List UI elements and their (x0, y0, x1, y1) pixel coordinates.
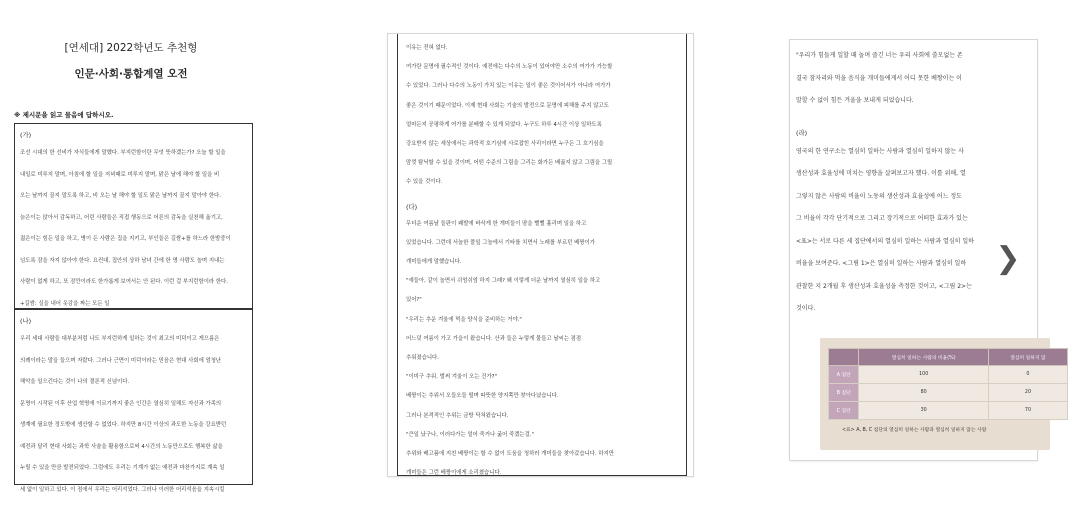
text-line: 있었습니다. 그런데 서늘한 풀잎 그늘에서 기타를 치면서 노래를 부르던 베짱이가 (406, 239, 595, 246)
passage-ga (14, 123, 253, 309)
text-line: 의례이라는 말을 들으며 자랐다. 그러나 근면이 미덕이라는 믿음은 현대 사회에 엄청난 (20, 357, 222, 364)
text-line: 그러나 본격적인 추위는 금방 닥쳐왔습니다. (406, 412, 509, 419)
table-cell: C 집단 (829, 402, 859, 420)
passage-na-text (20, 330, 247, 500)
text-line: "우리는 추운 겨울에 먹을 양식을 준비하는 거야." (406, 316, 522, 323)
table-row (829, 384, 1068, 402)
text-line: 그 비율이 각각 단기적으로 그리고 장기적으로 어떠한 효과가 있는 (796, 215, 968, 222)
text-line: 생계에 필요한 정도밖에 생산할 수 없었다. 하지만 8시간 이상의 과도한 노동을 강요받던 (20, 422, 227, 428)
text-line: 개미들에게 말했습니다. (406, 259, 462, 266)
table-cell: 100 (859, 366, 988, 384)
text-line: 영국의 한 연구소는 열심히 일하는 사람과 열심히 일하지 않는 사 (796, 147, 964, 155)
table-row (829, 366, 1068, 384)
text-line: 내일로 미루지 말며, 아침에 할 일을 저녁때로 미루지 말며, 맑은 날에 해야 할 일을 비 (20, 171, 220, 178)
passage-ra-label: (라) (796, 128, 808, 137)
text-line: "큰일 났구나, 이러다가는 얼어 죽거나 굶어 죽겠는걸." (406, 431, 535, 438)
text-line: "우리가 힘들게 일할 때 놀며 즐긴 너는 우리 사회에 쓸모없는 존 (796, 52, 963, 59)
passage-da-label: (다) (406, 202, 418, 211)
text-line: "이미구 추워. 벌써 겨울이 오는 건가?" (406, 374, 498, 381)
text-line: 관찰한 지 2개월 후 생산성과 효율성을 측정한 것이고, <그림 2>는 (796, 282, 972, 290)
text-line: 해악을 일으킨다는 것이 나의 결론적 신념이다. (20, 379, 130, 385)
text-line: 사람이 없게 하고, 또 잠깐이라도 한가롭게 보여서는 안 된다. 이런 걸 부지런함이라 한다. (20, 279, 228, 285)
table-cell: 80 (859, 384, 988, 402)
table-cell: A 집단 (829, 366, 859, 384)
table-cell: 70 (988, 402, 1067, 420)
table-cell: 20 (988, 384, 1067, 402)
text-line: +길쌈: 실을 내어 옷감을 짜는 모든 일 (20, 300, 110, 307)
table-row (829, 402, 1068, 420)
text-line: 비율을 보여준다. <그림 1>은 열심히 일하는 사람과 열심히 일하 (796, 260, 967, 267)
text-line: 강요받지 않는 세상에서는 과학적 호기심에 사로잡힌 사리이라면 누구든 그 호기심을 (406, 141, 604, 148)
table-photo (820, 338, 1050, 450)
text-line: 결국 잠자리와 먹을 음식을 개미들에게서 어디 못한 베짱이는 이 (796, 74, 962, 82)
text-line: 것이다. (796, 305, 816, 312)
text-line: 개미들은 그런 베짱이에게 소리쳤습니다. (406, 470, 502, 477)
passage-da-ending-text (796, 46, 1056, 112)
group-ratio-table (828, 348, 1068, 420)
table-header-row (829, 349, 1068, 366)
instruction-text: ※ 제시문을 읽고 물음에 답하시오. (14, 111, 114, 119)
text-line: 생산성과 효율성에 미치는 영향을 살펴보고자 했다. 이를 위해, 열 (796, 170, 966, 177)
text-line: 오는 날까지 끌지 말도록 하고, 비 오는 날 해야 할 일도 맑은 날까지 끌지 말아야 한다. (20, 193, 221, 199)
text-line: 얼마든지 공평하게 여가를 분배할 수 있게 되었다. 누구도 하루 4시간 이상 일하도록 (406, 121, 602, 128)
text-line: 그렇지 않은 사람의 비율이 노동의 생산성과 효율성에 어느 정도 (796, 192, 962, 200)
next-page-button[interactable] (988, 236, 1028, 280)
text-line: 세 없이 일하고 있다. 이 점에서 우리는 어리석었다. 그러나 이러한 어리석음을 지속시킬 (20, 486, 225, 493)
passage-na (14, 309, 253, 493)
page-3-content (796, 46, 1056, 322)
table-body (829, 366, 1068, 420)
text-line: 우리 세대 사람들 대부분처럼 나도 부지런하게 일하는 것이 최고의 미덕이고 게으름은 (20, 336, 220, 342)
table-caption: <표> A, B, C 집단의 열심히 일하는 사람과 열심히 일하지 않는 사람 (842, 428, 987, 433)
passage-ga-text (20, 144, 247, 314)
text-line: 베짱이는 추위서 오들오들 떨며 따뜻한 양지쪽만 찾아다녔습니다. (406, 393, 559, 400)
table-cell: 30 (859, 402, 988, 420)
text-line: 말할 수 없이 힘든 겨울을 보내게 되었습니다. (796, 97, 914, 104)
text-line: 무더운 여름날 들판이 쾌발에 바삭게 한 개미들이 땀을 뻘뻘 흘리며 일을 하고 (406, 220, 587, 227)
document-page-1 (0, 0, 262, 511)
text-line: 좋은 것이기 때문이었다. 이제 현대 사회는 기술의 발전으로 문명에 피해를 주지 않고도 (406, 102, 609, 109)
table-header-cell (829, 349, 859, 366)
passage-da-text (406, 216, 678, 483)
table-cell: B 집단 (829, 384, 859, 402)
text-line: 늙은이는 앉아서 감독하고, 어린 사람들은 직접 행동으로 어른의 감독을 실천해 옮기고, (20, 214, 223, 221)
text-line: 문명이 시작된 이후 산업 혁명에 이르기까지 좋은 인간은 열심히 일해도 자신과 가족의 (20, 400, 222, 407)
table-header-cell: 열심히 일하는 사람의 비율(%) (859, 349, 988, 366)
text-line: 있어?" (406, 297, 422, 304)
text-line: 추위와 배고픔에 지친 베짱이는 할 수 없이 도움을 청하러 개미들을 찾아갔습니다. 하지만 (406, 451, 615, 458)
passage-continuation-box (397, 34, 687, 476)
passage-ga-label: (가) (20, 131, 32, 139)
table-cell: 0 (988, 366, 1067, 384)
text-line: 여가란 문명에 필수적인 것이다. 예전에는 다수의 노동이 있어야만 소수의 여가가 가능할 (406, 64, 613, 71)
text-line: 어느덧 여름이 가고 가을이 왔습니다. 산과 들은 누렇게 물들고 날씨는 점점 (406, 335, 582, 342)
exam-title: [연세대] 2022학년도 추천형 (64, 42, 198, 54)
text-line: 맘껏 탐닉할 수 있을 것이며, 어떤 수준의 그림을 그리는 화가든 배곯지 않고 그림을 그릴 (406, 160, 613, 167)
passage-na-label: (나) (20, 317, 32, 325)
text-line: 예전과 달리 현대 사회는 과학 사술을 활용함으로써 4시간의 노동만으로도 행복한 삶을 (20, 443, 223, 450)
table-header-cell: 열심히 일하지 않 (988, 349, 1067, 366)
passage-ra-text (796, 142, 1056, 320)
exam-subtitle: 인문·사회·통합계열 오전 (74, 68, 188, 80)
chevron-right-icon: ❯ (995, 240, 1021, 276)
text-line: 이유는 전혀 없다. (406, 45, 448, 51)
text-line: 누릴 수 있을 만큼 발전되었다. 그럼에도 우리는 기계가 없는 예전과 마찬가지로 계속 일 (20, 465, 225, 471)
text-line: 젊은이는 힘든 일을 하고, 병이 든 사람은 집을 지키고, 부인들은 길쌈+를 하느라 한밤중이 (20, 236, 231, 242)
text-line: 수 있었다. 그러나 다수의 노동이 가치 있는 이유는 일이 좋은 것이어서가 아니라 여가가 (406, 83, 611, 90)
text-line: 수 있을 것이다. (406, 179, 443, 186)
text-line: 넘도록 잠을 자지 않아야 한다. 요컨대, 집안의 상하 남녀 간에 한 명 사람도 놀며 지내는 (20, 257, 225, 264)
document-page-2 (388, 34, 693, 476)
text-line: <표>는 서로 다른 세 집단에서의 열심히 일하는 사람과 열심히 일하 (796, 237, 974, 245)
text-line: 조선 시대의 한 선비가 자식들에게 말했다. 부지런함이란 무엇 뜻하겠는가? 오늘 할 일을 (20, 150, 226, 156)
passage-na-continued-text (406, 40, 678, 192)
text-line: 추워졌습니다. (406, 355, 439, 362)
text-line: "얘들아, 같이 놀면서 쉬엄쉬엄 하지 그래? 왜 이렇게 더운 날까지 열심히 일을 하고 (406, 278, 601, 285)
